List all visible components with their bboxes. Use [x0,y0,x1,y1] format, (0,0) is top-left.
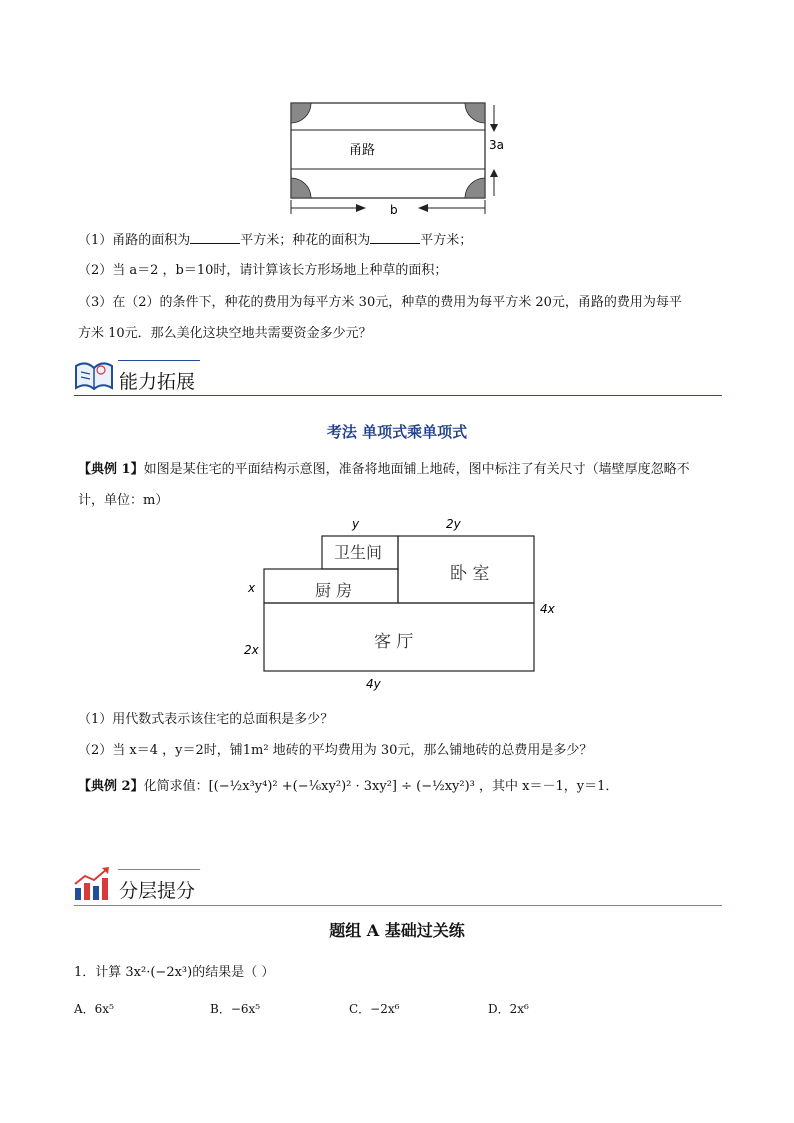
option-b[interactable]: B．−6x⁵ [210,1002,261,1016]
example1-q2: （2）当 x＝4 ，y＝2时，铺1m² 地砖的平均费用为 30元，那么铺地砖的总费用是多少？ [78,743,593,758]
room-kitchen: 厨 房 [315,581,353,600]
section1-rule [74,395,722,396]
example1-q1: （1）用代数式表示该住宅的总面积是多少？ [78,712,334,727]
height-label: 3a [489,138,504,152]
section2-rule [74,905,722,906]
section1-top-rule [118,360,200,361]
option-c[interactable]: C．−2x⁶ [349,1002,400,1016]
room-living: 客 厅 [374,632,414,652]
method-title: 考法 单项式乘单项式 [326,423,468,441]
group-title: 题组 A 基础过关练 [329,921,465,940]
option-d[interactable]: D．2x⁶ [488,1002,529,1016]
bar-chart-up-icon [72,866,112,902]
road-diagram [280,96,520,222]
floor-plan-diagram [240,512,570,694]
option-a[interactable]: A．6x⁵ [74,1002,114,1016]
section2-top-rule [118,869,200,870]
answer-blank-road[interactable] [190,232,240,244]
dim-top-left: y [352,517,360,531]
q1-part3-line1: （3）在（2）的条件下，种花的费用为每平方米 30元，种草的费用为每平方米 20元，甬路的费用为每平 [78,295,682,310]
q1-part3-line2: 方米 10元．那么美化这块空地共需要资金多少元？ [78,326,372,341]
open-book-icon [72,358,116,394]
example1-line2: 计，单位：m） [78,493,169,508]
dim-left-upper: x [248,581,256,595]
answer-blank-flower[interactable] [370,232,420,244]
q1-part1: （1）甬路的面积为 平方米；种花的面积为 平方米； [78,233,473,248]
example1-line1: 【典例 1】如图是某住宅的平面结构示意图，准备将地面铺上地砖，图中标注了有关尺寸（墙壁厚度忽略不 [78,462,690,477]
question1-stem: 1．计算 3x²·(−2x³)的结果是（ ） [74,965,275,980]
section1-title: 能力拓展 [119,371,196,393]
width-label: b [390,203,398,217]
section2-title: 分层提分 [119,880,196,902]
road-label: 甬路 [349,143,376,158]
example2-line: 【典例 2】化简求值：[(−½x³y⁴)² +(−⅙xy²)² · 3xy²] ÷ (−½xy²)³ ，其中 x＝－1，y＝1． [78,779,619,794]
q1-part2: （2）当 a＝2 ，b＝10时，请计算该长方形场地上种草的面积； [78,263,448,278]
room-bathroom: 卫生间 [334,543,383,562]
dim-left-lower: 2x [244,643,259,657]
dim-top-right: 2y [446,517,461,531]
dim-bottom: 4y [366,677,381,691]
room-bedroom: 卧 室 [450,564,490,584]
dim-right: 4x [540,602,555,616]
